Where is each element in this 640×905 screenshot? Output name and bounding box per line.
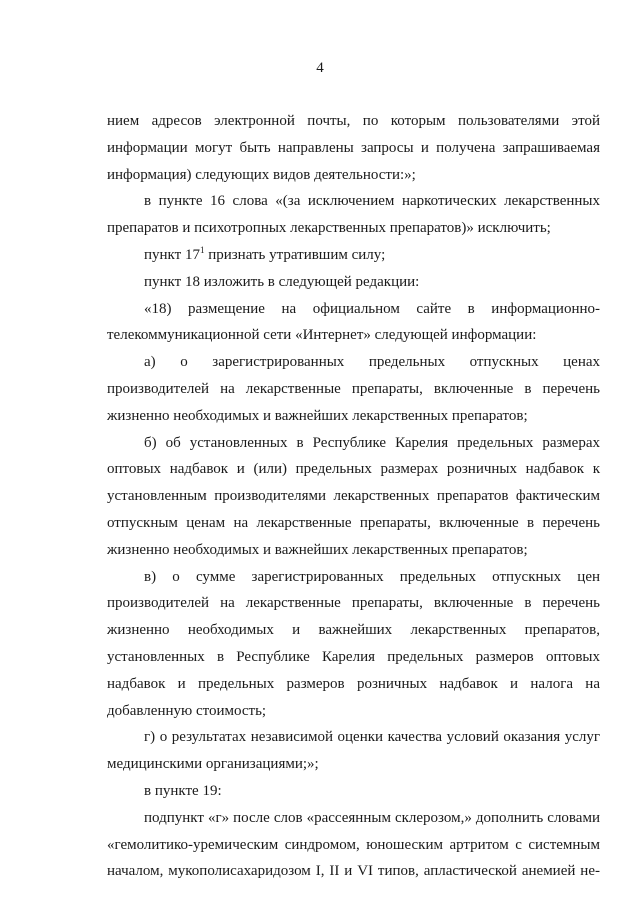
paragraph-subitem-b: б) об установленных в Республике Карелия предельных размерах оптовых надбавок и (или) предельных размерах розничных надбавок к установленным производителями лекарственных препаратов фактическим отпускным ценам на лекарственные препараты, включенные в перечень жизненно необходимых и важнейших лекарственных препаратов; <box>107 434 600 558</box>
paragraph-subitem-v: в) о сумме зарегистрированных предельных отпускных цен производителей на лекарственные препараты, включенные в перечень жизненно необходимых и важнейших лекарственных препаратов, установленных в Республике Карелия предельных размеров оптовых надбавок и предельных размеров розничных надбавок и налога на добавленную стоимость; <box>107 568 600 719</box>
paragraph-item-19-intro: в пункте 19: <box>144 782 222 799</box>
item-17-text: пункт 17 <box>144 246 200 263</box>
paragraph-item-16: в пункте 16 слова «(за исключением наркотических лекарственных препаратов и психотропных лекарственных препаратов)» исключить; <box>107 193 600 237</box>
document-body <box>107 108 600 885</box>
paragraph-item-18-text: «18) размещение на официальном сайте в информационно-телекоммуникационной сети «Интернет» следующей информации: <box>107 300 600 344</box>
item-17-superscript: 1 <box>199 244 205 255</box>
paragraph-item-18-intro: пункт 18 изложить в следующей редакции: <box>144 273 420 290</box>
paragraph-item-17 <box>107 242 600 269</box>
paragraph-subitem-a: а) о зарегистрированных предельных отпускных ценах производителей на лекарственные препараты, включенные в перечень жизненно необходимых и важнейших лекарственных препаратов; <box>107 354 600 424</box>
page-number: 4 <box>316 60 324 76</box>
item-17-rest: признать утратившим силу; <box>204 246 386 263</box>
paragraph-continuation: нием адресов электронной почты, по которым пользователями этой информации могут быть направлены запросы и получена запрашиваемая информация) следующих видов деятельности:»; <box>107 113 600 183</box>
paragraph-subitem-g: г) о результатах независимой оценки качества условий оказания услуг медицинскими организациями;»; <box>107 729 600 773</box>
paragraph-item-19-subitem-g: подпункт «г» после слов «рассеянным склерозом,» дополнить словами «гемолитико-уремическим синдромом, юношеским артритом с системным началом, мукополисахаридозом I, II и VI типов, апластической анемией не- <box>107 809 600 880</box>
